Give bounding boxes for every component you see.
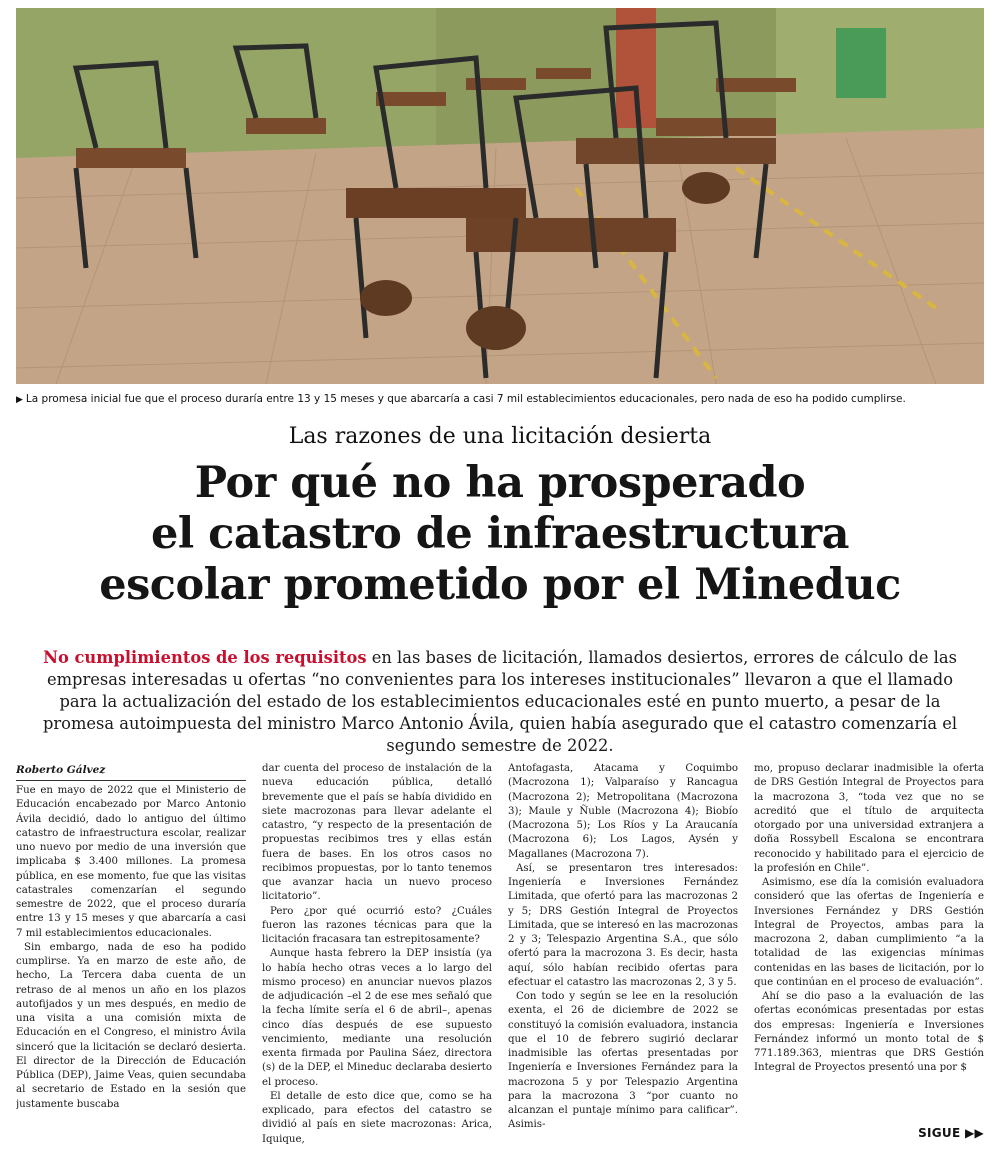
column-3 <box>508 762 738 1146</box>
paragraph: Asimismo, ese día la comisión evaluadora consideró que las ofertas de Ingeniería e Inversiones Fernández y DRS Gestión Integral de Proyectos, ambas para la macrozona 2, daban cumplimiento “a la totalidad de las exigencias mínimas contenidas en las bases de licitación, por lo que continúan en el proceso de evaluación”. <box>754 877 984 988</box>
classroom-photo-illustration <box>16 8 984 384</box>
article-body <box>16 762 984 1146</box>
paragraph: Así, se presentaron tres interesados: Ingeniería e Inversiones Fernández Limitada, que ofertó para las macrozonas 2 y 5; DRS Gestión Integral de Proyectos Limitada, que se interesó en las macrozonas 2 y 3; Telespazio Argentina S.A., que sólo ofertó para la macrozona 3. Es decir, hasta aquí, sólo habían recibido ofertas para efectuar el catastro las macrozonas 2, 3 y 5. <box>508 862 738 988</box>
paragraph: Ahí se dio paso a la evaluación de las ofertas económicas presentadas por estas dos empresas: Ingeniería e Inversiones Fernández informó un monto total de $ 771.189.363, mientras que DRS Gestión Integral de Proyectos presentó una por $ <box>754 991 984 1074</box>
headline-line-1: Por qué no ha prosperado <box>194 458 806 508</box>
byline: Roberto Gálvez <box>16 762 246 781</box>
headline <box>20 458 980 611</box>
paragraph: Antofagasta, Atacama y Coquimbo (Macrozona 1); Valparaíso y Rancagua (Macrozona 2); Metropolitana (Macrozona 3); Maule y Ñuble (Macrozona 4); Biobío (Macrozona 5); Los Ríos y La Araucanía (Macrozona 6); Los Lagos, Aysén y Magallanes (Macrozona 7). <box>508 763 738 860</box>
caption-arrow-icon: ▶ <box>16 395 23 405</box>
paragraph: mo, propuso declarar inadmisible la oferta de DRS Gestión Integral de Proyectos para la macrozona 3, “toda vez que no se acreditó que el título de arquitecta otorgado por una universidad extranjera a doña Rossybell Escalona se encontrara reconocido y habilitado para el ejercicio de la profesión en Chile”. <box>754 763 984 874</box>
column-1 <box>16 762 246 1146</box>
paragraph: Fue en mayo de 2022 que el Ministerio de Educación encabezado por Marco Antonio Ávila decidió, dado lo antiguo del último catastro de infraestructura escolar, realizar uno nuevo por medio de una inversión que implicaba $ 3.400 millones. La promesa pública, en ese momento, fue que las visitas catastrales comenzarían el segundo semestre de 2022, que el proceso duraría entre 13 y 15 meses y que abarcaría a casi 7 mil establecimientos educacionales. <box>16 785 246 939</box>
lead-paragraph <box>28 647 972 757</box>
headline-line-2: el catastro de infraestructura <box>151 509 849 559</box>
paragraph: El detalle de esto dice que, como se ha explicado, para efectos del catastro se dividió al país en siete macrozonas: Arica, Iquique, <box>262 1090 492 1145</box>
lead-text: en las bases de licitación, llamados desiertos, errores de cálculo de las empresas interesadas u ofertas “no convenientes para los intereses institucionales” llevaron a que el llamado para la actualización del estado de los establecimientos educacionales esté en punto muerto, a pesar de la promesa autoimpuesta del ministro Marco Antonio Ávila, quien había asegurado que el catastro comenzaría el segundo semestre de 2022. <box>42 648 958 755</box>
column-4 <box>754 762 984 1146</box>
headline-line-3: escolar prometido por el Mineduc <box>99 560 901 610</box>
caption-text: La promesa inicial fue que el proceso duraría entre 13 y 15 meses y que abarcaría a casi 7 mil establecimientos educacionales, pero nada de eso ha podido cumplirse. <box>25 393 906 405</box>
paragraph: dar cuenta del proceso de instalación de la nueva educación pública, detalló brevemente que el país se había dividido en siete macrozonas para llevar adelante el catastro, “y respecto de la presentación de propuestas recibimos tres y ellas están fuera de bases. En los otros casos no recibimos propuestas, por lo tanto tenemos que avanzar hacia un nuevo proceso licitatorio”. <box>262 763 492 903</box>
column-2 <box>262 762 492 1146</box>
photo-caption <box>16 392 984 407</box>
continue-link[interactable]: SIGUE ▶▶ <box>918 1126 984 1140</box>
classroom-photo <box>16 8 984 384</box>
paragraph: Aunque hasta febrero la DEP insistía (ya lo había hecho otras veces a lo largo del mismo proceso) en anunciar nuevos plazos de adjudicación –el 2 de ese mes señaló que la fecha límite sería el 6 de abril–, apenas cinco días después de ese supuesto vencimiento, mediante una resolución exenta firmada por Paulina Sáez, directora (s) de la DEP, el Mineduc declaraba desierto el proceso. <box>262 948 492 1088</box>
lead-highlight: No cumplimientos de los requisitos <box>43 648 367 667</box>
paragraph: Pero ¿por qué ocurrió esto? ¿Cuáles fueron las razones técnicas para que la licitación fracasara tan estrepitosamente? <box>262 905 492 945</box>
paragraph: Sin embargo, nada de eso ha podido cumplirse. Ya en marzo de este año, de hecho, La Tercera daba cuenta de un retraso de al menos un año en los plazos autofijados y un mes después, en medio de una visita a una comisión mixta de Educación en el Congreso, el ministro Ávila sinceró que la licitación se declaró desierta. El director de la Dirección de Educación Pública (DEP), Jaime Veas, quien secundaba al secretario de Estado en la sesión que justamente buscaba <box>16 941 246 1110</box>
kicker: Las razones de una licitación desierta <box>288 424 712 449</box>
paragraph: Con todo y según se lee en la resolución exenta, el 26 de diciembre de 2022 se constituyó la comisión evaluadora, instancia que el 10 de febrero sugirió declarar inadmisible las ofertas presentadas por Ingeniería e Inversiones Fernández para la macrozona 5 y por Telespazio Argentina para la macrozona 3 “por cuanto no alcanzan el puntaje mínimo para calificar”. Asimis- <box>508 991 738 1131</box>
